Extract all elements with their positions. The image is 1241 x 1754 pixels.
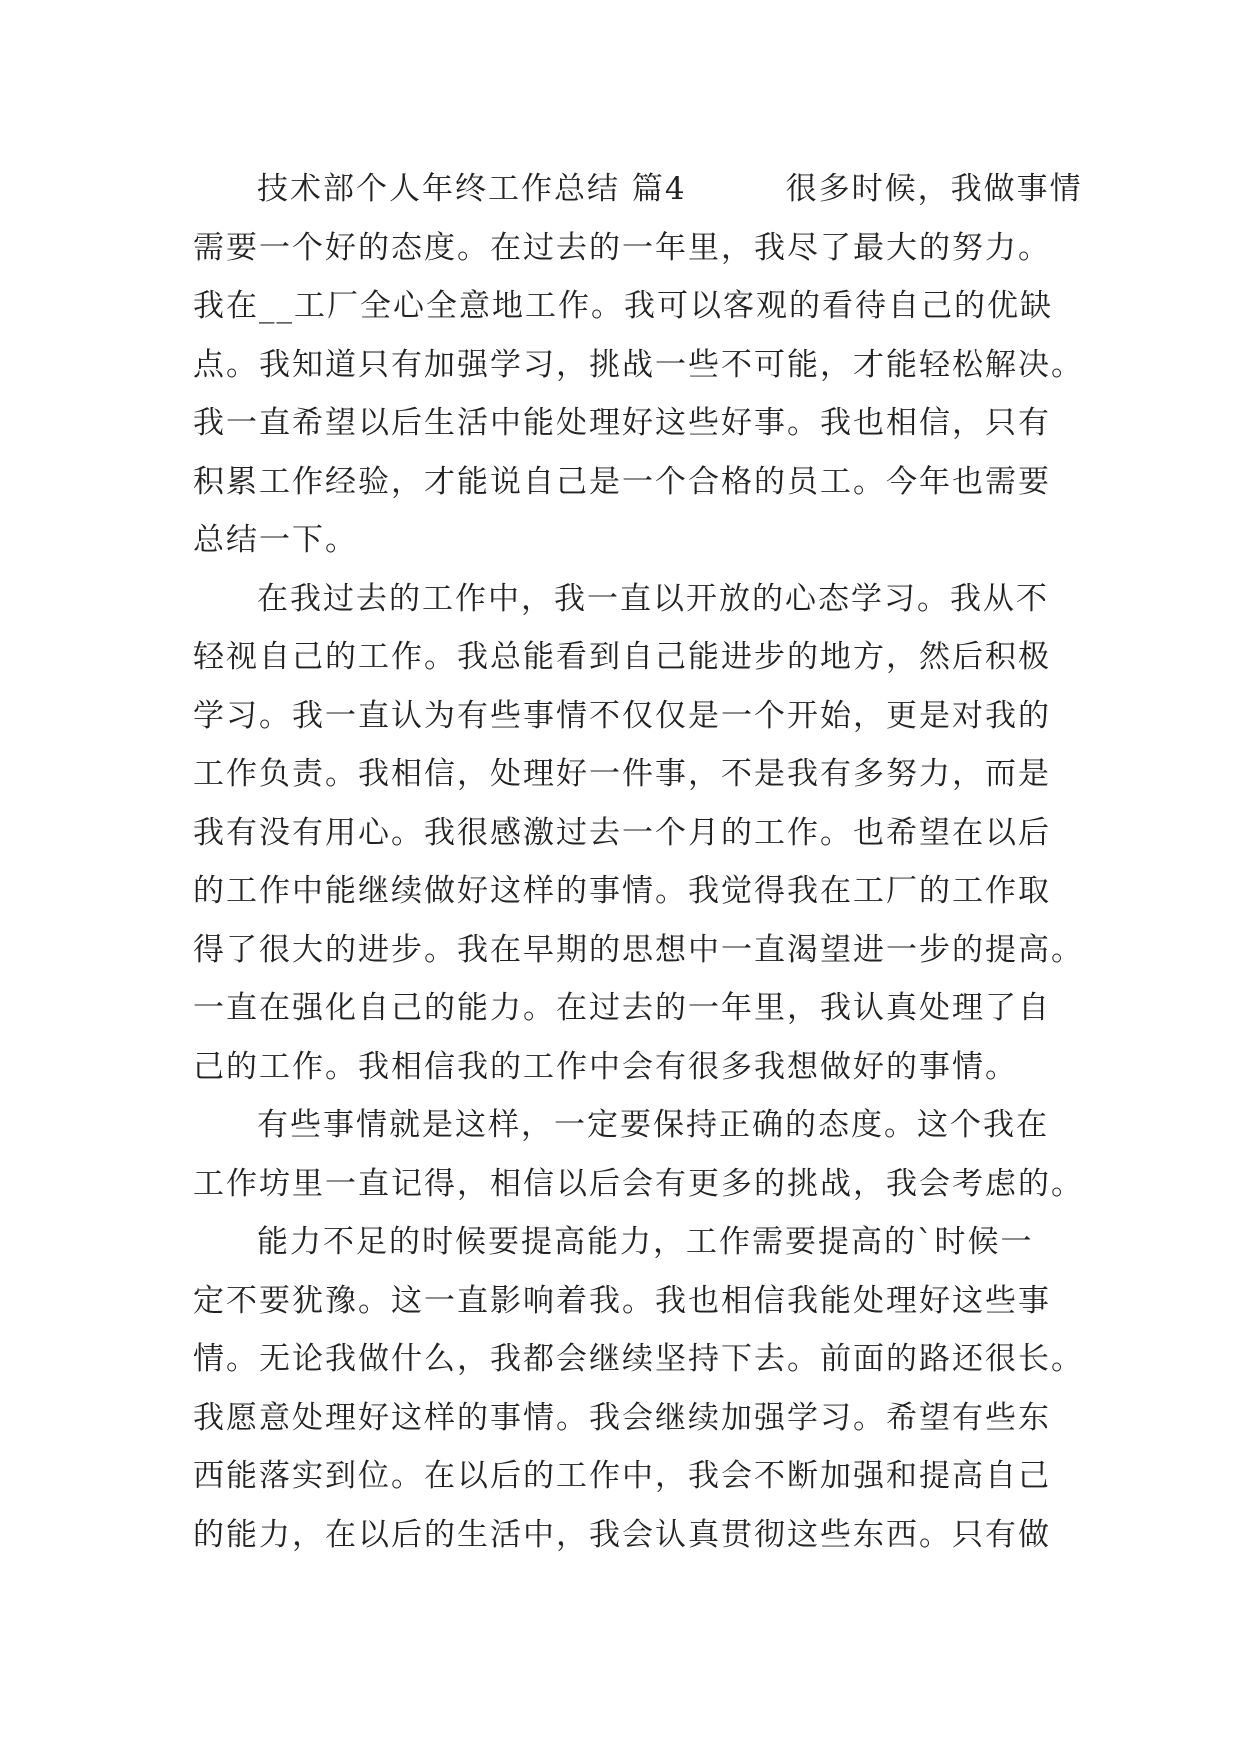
paragraph-line: 得了很大的进步。我在早期的思想中一直渴望进一步的提高。 (193, 931, 1084, 968)
paragraph-line: 工作坊里一直记得，相信以后会有更多的挑战，我会考虑的。 (193, 1165, 1084, 1202)
paragraph-line: 定不要犹豫。这一直影响着我。我也相信我能处理好这些事 (193, 1282, 1051, 1319)
paragraph-line: 的工作中能继续做好这样的事情。我觉得我在工厂的工作取 (193, 873, 1051, 909)
document-body (193, 160, 1084, 1564)
paragraph-line: 己的工作。我相信我的工作中会有很多我想做好的事情。 (193, 1048, 1018, 1085)
paragraph-line: 的能力，在以后的生活中，我会认真贯彻这些东西。只有做 (193, 1516, 1051, 1553)
paragraph-line: 我一直希望以后生活中能处理好这些好事。我也相信，只有 (193, 405, 1051, 441)
paragraph-line: 我有没有用心。我很感激过去一个月的工作。也希望在以后 (193, 814, 1051, 851)
paragraph-line: 西能落实到位。在以后的工作中，我会不断加强和提高自己 (193, 1458, 1051, 1494)
paragraph-line: 技术部个人年终工作总结 篇4 很多时候，我做事情 (257, 171, 1083, 207)
paragraph-line: 在我过去的工作中，我一直以开放的心态学习。我从不 (257, 580, 1049, 617)
paragraph-line: 情。无论我做什么，我都会继续坚持下去。前面的路还很长。 (193, 1341, 1084, 1377)
paragraph-line: 总结一下。 (193, 522, 358, 558)
paragraph-line: 能力不足的时候要提高能力，工作需要提高的`时候一 (257, 1224, 1034, 1260)
paragraph-line: 有些事情就是这样，一定要保持正确的态度。这个我在 (257, 1107, 1049, 1143)
paragraph-line: 一直在强化自己的能力。在过去的一年里，我认真处理了自 (193, 990, 1051, 1026)
paragraph-line: 我在__工厂全心全意地工作。我可以客观的看待自己的优缺 (193, 288, 1053, 324)
paragraph-line: 需要一个好的态度。在过去的一年里，我尽了最大的努力。 (193, 229, 1051, 266)
paragraph-line: 积累工作经验，才能说自己是一个合格的员工。今年也需要 (193, 463, 1051, 500)
paragraph-line: 工作负责。我相信，处理好一件事，不是我有多努力，而是 (193, 756, 1051, 792)
paragraph-line: 点。我知道只有加强学习，挑战一些不可能，才能轻松解决。 (193, 346, 1084, 383)
paragraph-line: 学习。我一直认为有些事情不仅仅是一个开始，更是对我的 (193, 697, 1051, 734)
paragraph-line: 轻视自己的工作。我总能看到自己能进步的地方，然后积极 (193, 639, 1051, 675)
paragraph-line: 我愿意处理好这样的事情。我会继续加强学习。希望有些东 (193, 1399, 1051, 1436)
